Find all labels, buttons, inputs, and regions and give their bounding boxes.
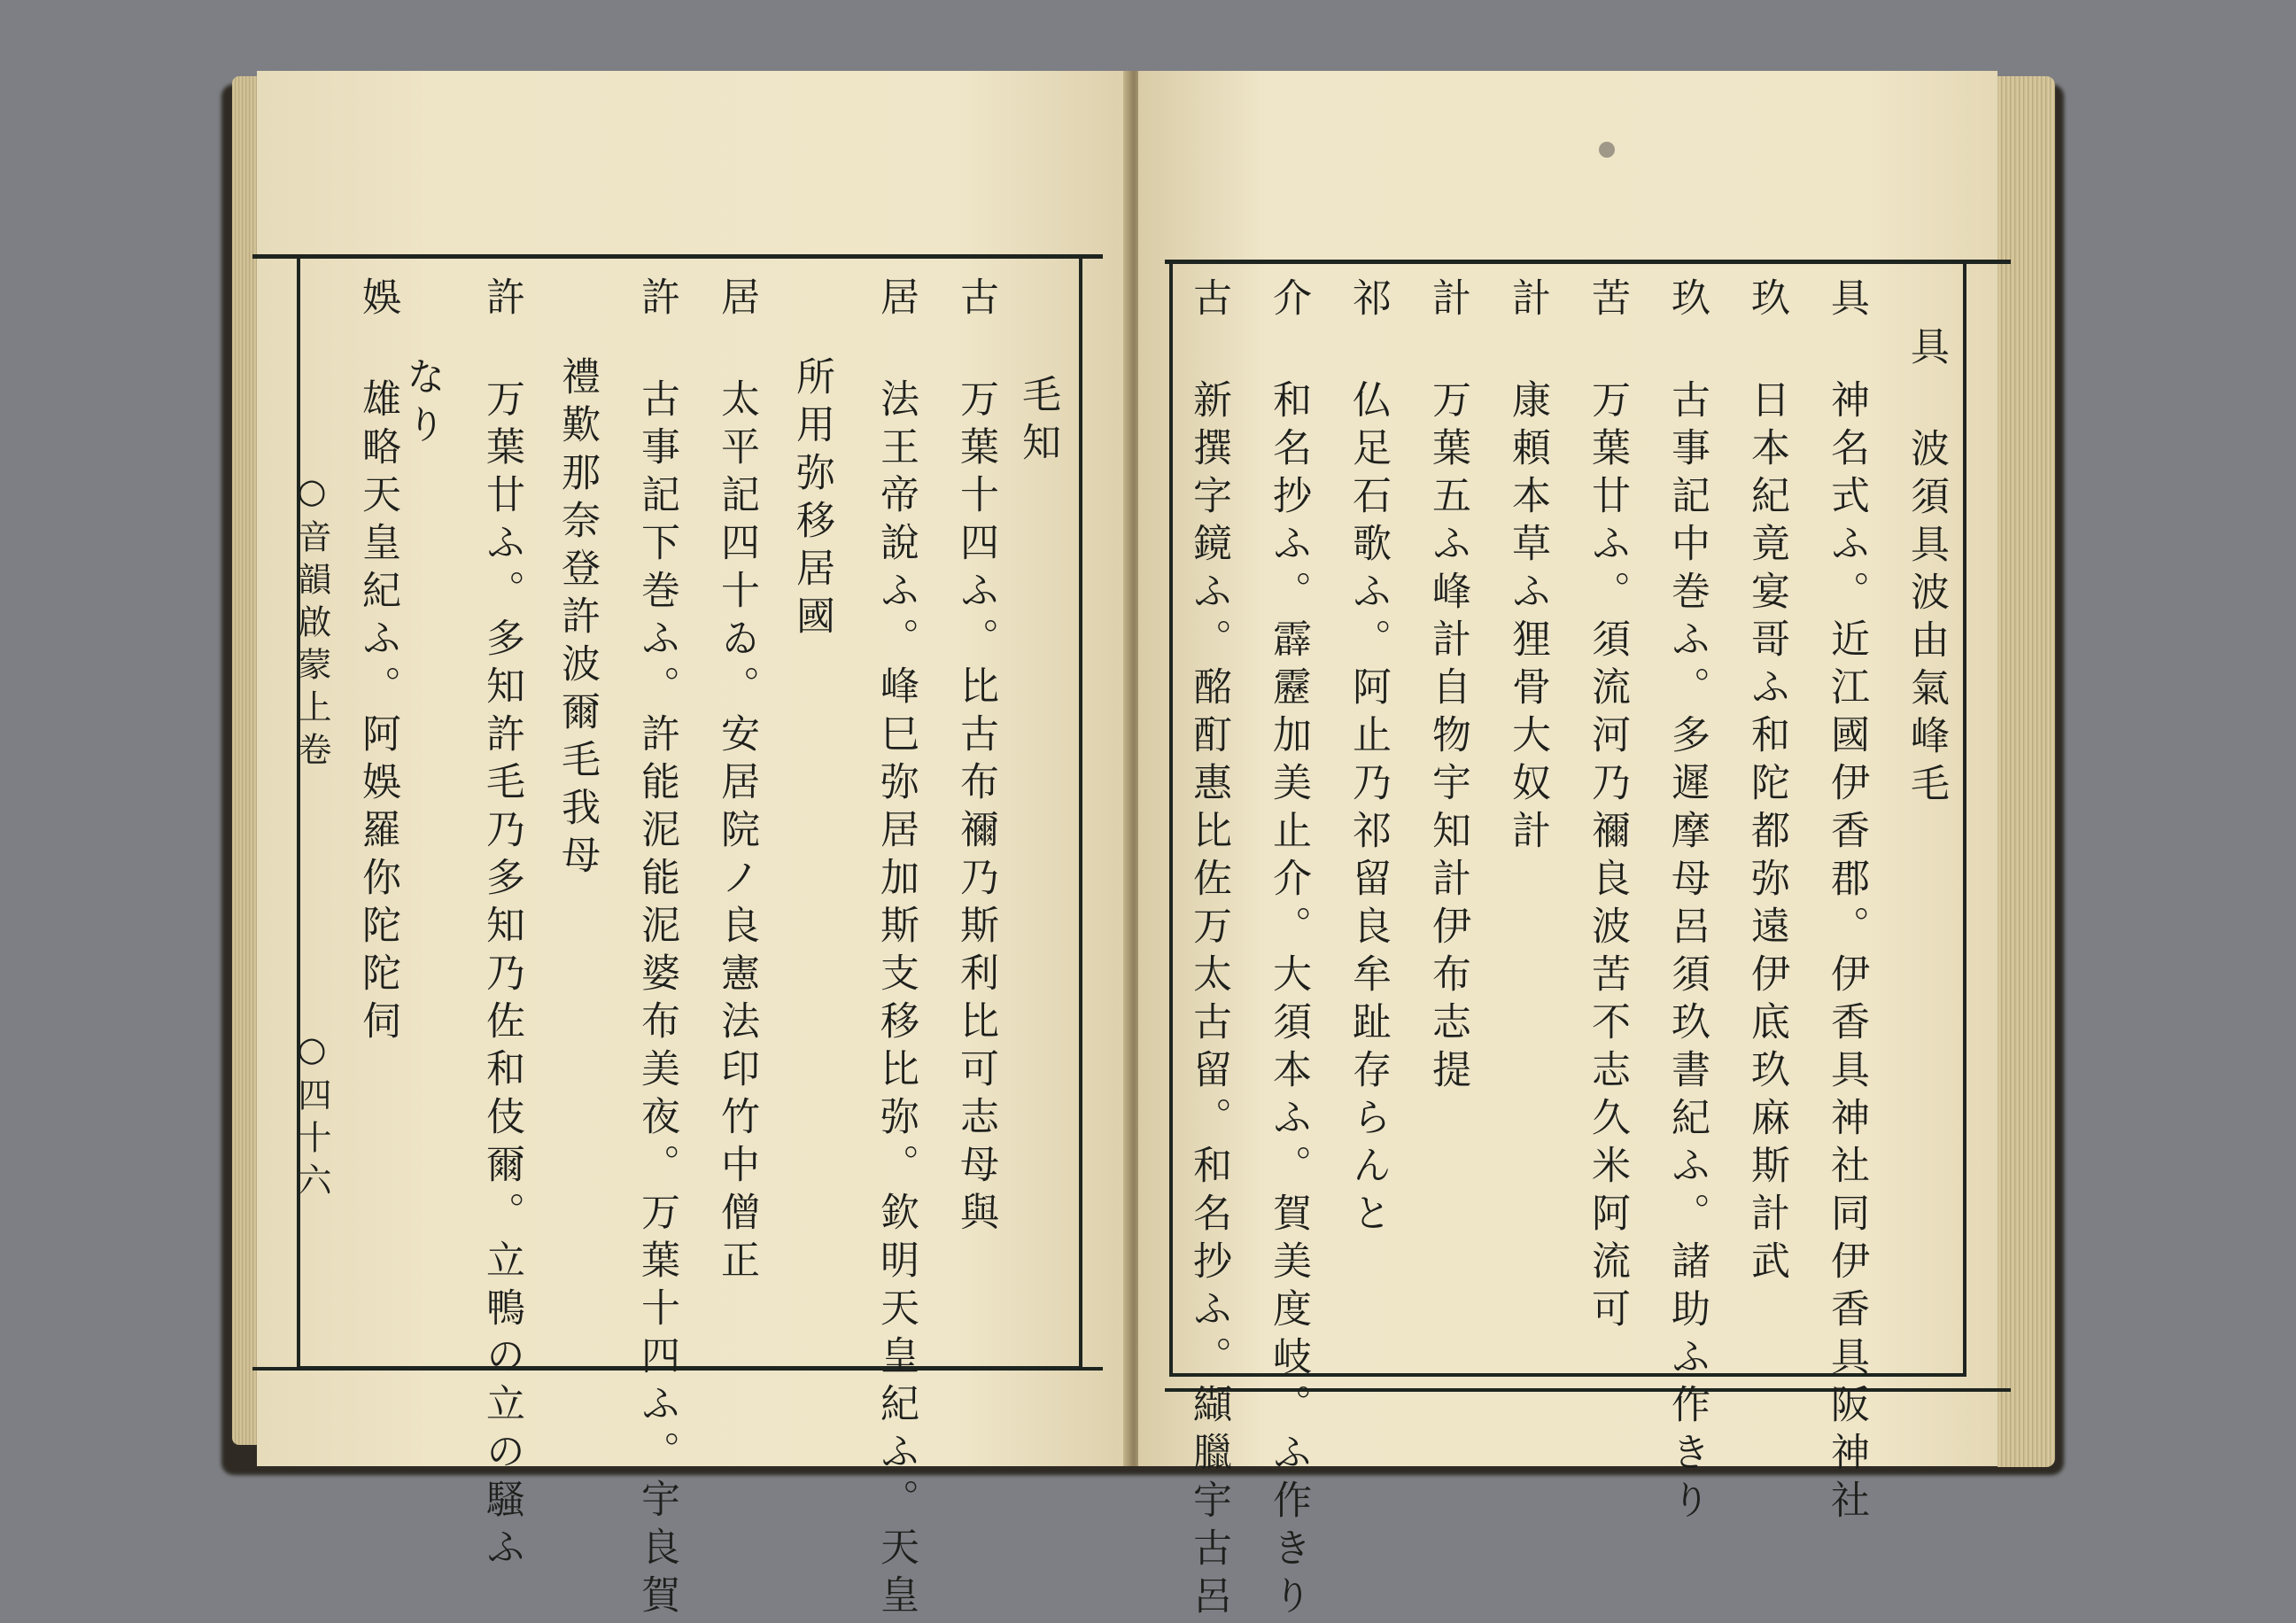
column-5: 苦 万葉廿ふ。須流河乃禰良波苦不志久米阿流可 — [1585, 277, 1630, 1336]
column-9: なり — [399, 356, 445, 452]
column-4: 玖 古事記中巻ふ。多遲摩母呂須玖書紀ふ。諸助ふ作きり — [1664, 277, 1710, 1527]
column-6: 許 古事記下巻ふ。許能泥能泥婆布美夜。万葉十四ふ。宇良賀 — [634, 276, 679, 1622]
paper-spot — [1599, 142, 1615, 158]
page-number: ○四十六 — [292, 1029, 331, 1205]
column-5: 居 太平記四十ゐ。安居院ノ良憲法印竹中僧正 — [714, 276, 759, 1287]
left-page — [257, 71, 1129, 1622]
column-7: 禮歎那奈登許波爾毛我母 — [555, 356, 600, 882]
running-head: ○音韻啟蒙上卷 — [292, 471, 331, 774]
column-1: 具 波須具波由氣峰毛 — [1904, 326, 1949, 811]
column-6: 計 康頼本草ふ狸骨大奴計 — [1505, 277, 1550, 858]
text-frame — [292, 255, 1082, 1622]
column-10: 娛 雄略天皇紀ふ。阿娛羅你陀陀伺 — [355, 276, 400, 1048]
text-frame — [1169, 260, 1966, 1623]
column-4: 所用弥移居國 — [789, 356, 834, 643]
column-9: 介 和名抄ふ。霹靂加美止介。大須本ふ。賀美度岐。ふ作きり — [1266, 277, 1311, 1623]
column-3: 居 法王帝說ふ。峰巳弥居加斯支移比弥。欽明天皇紀ふ。天皇 — [873, 276, 919, 1622]
column-2: 具 神名式ふ。近江國伊香郡。伊香具神社同伊香具阪神社 — [1824, 277, 1869, 1527]
column-7: 計 万葉五ふ峰計自物宇知計伊布志提 — [1425, 277, 1470, 1097]
column-8: 祁 仏足石歌ふ。阿止乃祁留良牟趾存らんと — [1346, 277, 1391, 1240]
column-2: 古 万葉十四ふ。比古布禰乃斯利比可志母與 — [953, 276, 998, 1239]
column-10: 古 新撰字鏡ふ。酩酊惠比佐万太古留。和名抄ふ。纈臘宇古呂 — [1186, 277, 1231, 1623]
right-page-edges — [1997, 76, 2055, 1467]
right-page — [1138, 71, 1997, 1623]
column-3: 玖 日本紀竟宴哥ふ和陀都弥遠伊底玖麻斯計武 — [1744, 277, 1789, 1288]
column-1: 毛知 — [1015, 374, 1060, 470]
column-8: 許 万葉廿ふ。多知許毛乃多知乃佐和伎爾。立鴨の立の騷ふ — [479, 276, 524, 1574]
